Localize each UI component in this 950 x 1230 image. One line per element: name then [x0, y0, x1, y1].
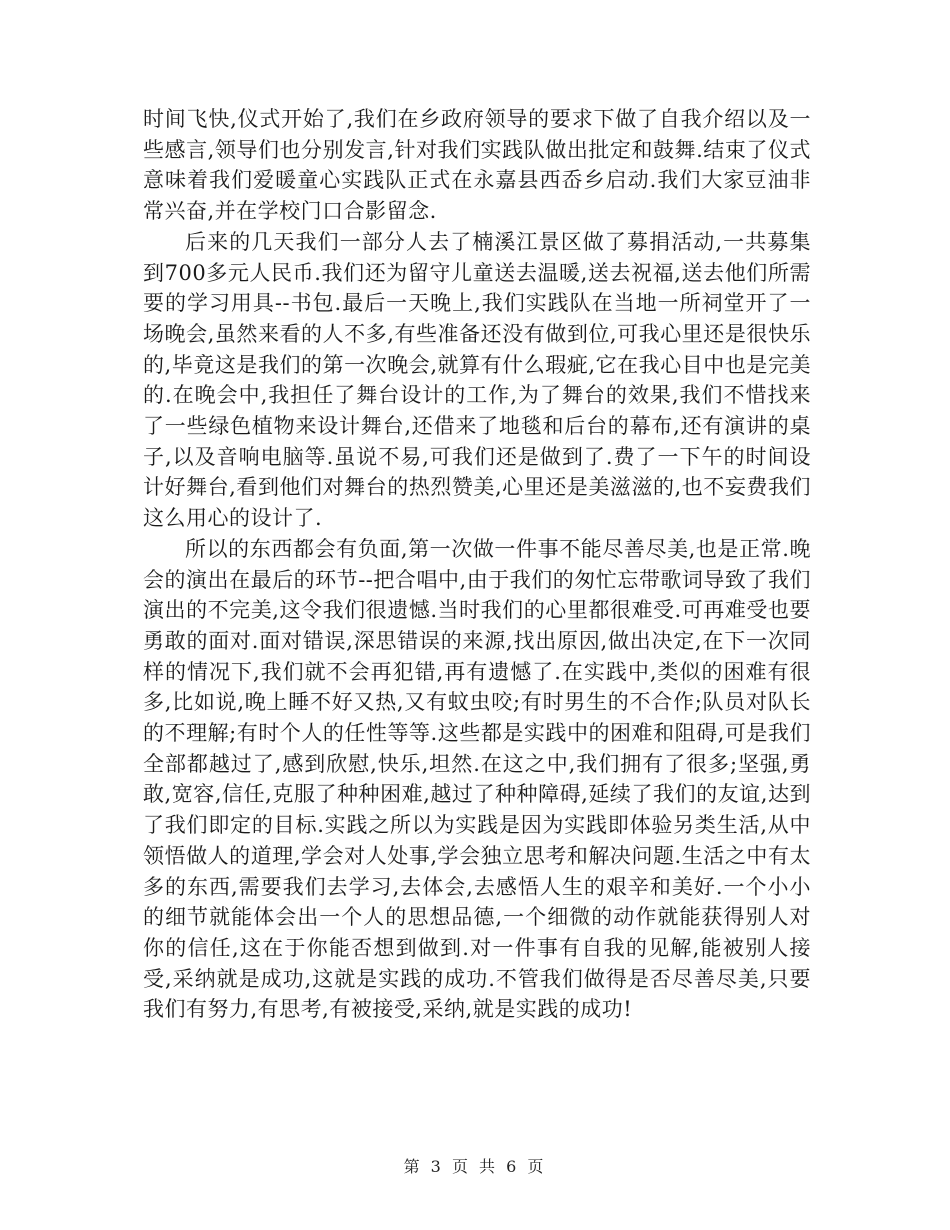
page-number-footer: 第 3 页 共 6 页 — [403, 1157, 547, 1176]
paragraph-opening-ceremony: 时间飞快,仪式开始了,我们在乡政府领导的要求下做了自我介绍以及一些感言,领导们也分别发言,针对我们实践队做出批定和鼓舞.结束了仪式意味着我们爱暖童心实践队正式在永嘉县西岙乡启动.我们大家豆油非常兴奋,并在学校门口合影留念. — [143, 107, 811, 224]
paragraph-reflection: 所以的东西都会有负面,第一次做一件事不能尽善尽美,也是正常.晚会的演出在最后的环节--把合唱中,由于我们的匆忙忘带歌词导致了我们演出的不完美,这令我们很遗憾.当时我们的心里都很难受.可再难受也要勇敢的面对.面对错误,深思错误的来源,找出原因,做出决定,在下一次同样的情况下,我们就不会再犯错,再有遗憾了.在实践中,类似的困难有很多,比如说,晚上睡不好又热,又有蚊虫咬;有时男生的不合作;队员对队长的不理解;有时个人的任性等等.这些都是实践中的困难和阻碍,可是我们全部都越过了,感到欣慰,快乐,坦然.在这之中,我们拥有了很多;坚强,勇敢,宽容,信任,克服了种种困难,越过了种种障碍,延续了我们的友谊,达到了我们即定的目标.实践之所以为实践是因为实践即体验另类生活,从中领悟做人的道理,学会对人处事,学会独立思考和解决问题.生活之中有太多的东西,需要我们去学习,去体会,去感悟人生的艰辛和美好.一个小小的细节就能体会出一个人的思想品德,一个细微的动作就能获得别人对你的信任,这在于你能否想到做到.对一件事有自我的见解,能被别人接受,采纳就是成功,这就是实践的成功.不管我们做得是否尽善尽美,只要我们有努力,有思考,有被接受,采纳,就是实践的成功! — [143, 536, 811, 1022]
paragraph-fundraising-and-evening-show: 后来的几天我们一部分人去了楠溪江景区做了募捐活动,一共募集到700多元人民币.我们还为留守儿童送去温暖,送去祝福,送去他们所需要的学习用具--书包.最后一天晚上,我们实践队在当地一所祠堂开了一场晚会,虽然来看的人不多,有些准备还没有做到位,可我心里还是很快乐的,毕竟这是我们的第一次晚会,就算有什么瑕疵,它在我心目中也是完美的.在晚会中,我担任了舞台设计的工作,为了舞台的效果,我们不惜找来了一些绿色植物来设计舞台,还借来了地毯和后台的幕布,还有演讲的桌子,以及音响电脑等.虽说不易,可我们还是做到了.费了一下午的时间设计好舞台,看到他们对舞台的热烈赞美,心里还是美滋滋的,也不妄费我们这么用心的设计了. — [143, 229, 811, 531]
document-body — [143, 104, 811, 1025]
